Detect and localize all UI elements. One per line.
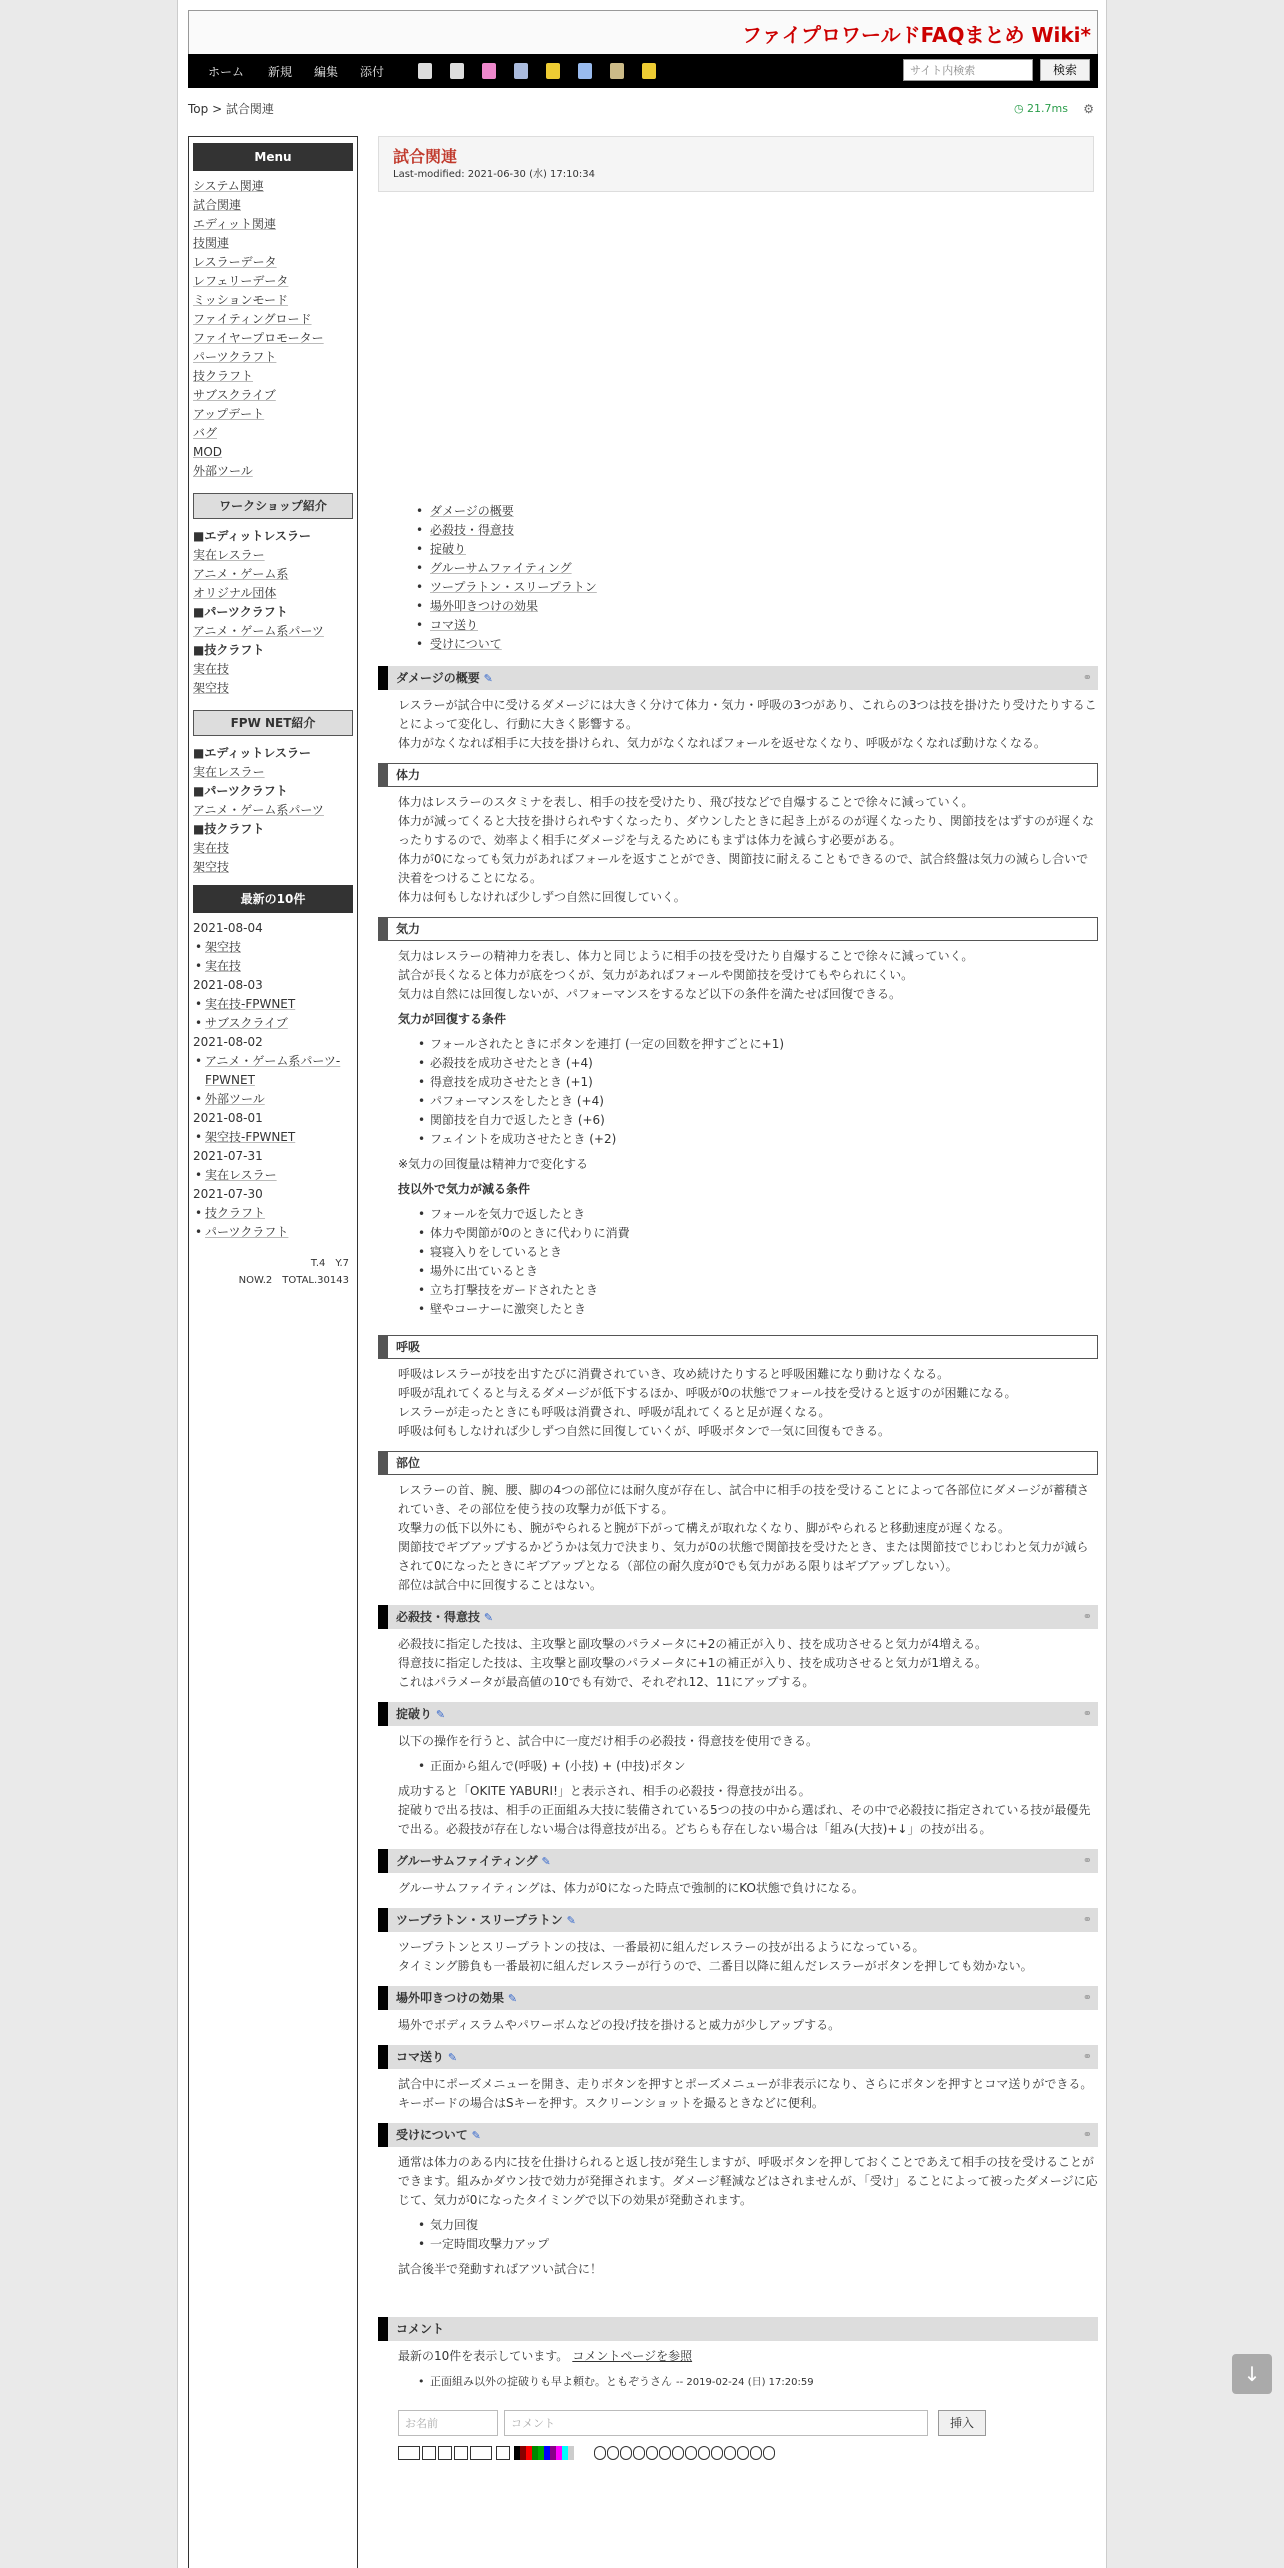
section-body [378,2010,1098,2039]
fpw-list [193,744,353,877]
last-modified: Last-modified: 2021-06-30 (水) 17:10:34 [393,169,595,180]
sidebar-menu-item[interactable]: バグ [193,426,218,440]
paragraph: グルーサムファイティングは、体力が0になった時点で強制的にKO状態で負けになる。 [398,1881,864,1895]
comment-text: 正面組み以外の掟破りも早よ頼む。ともぞうさん [430,2375,672,2388]
table-of-contents [428,502,1098,654]
topline [188,100,1098,120]
search-input[interactable]: サイト内検索 [903,59,1033,81]
toc-link[interactable]: コマ送り [430,618,479,632]
paragraph: レスラーが試合中に受けるダメージには大きく分けて体力・気力・呼吸の3つがあり、これらの3つは技を掛けたり受けたりすることによって変化し、行動に大きく影響する。 [398,698,1097,731]
sidebar-menu-item[interactable]: エディット関連 [193,217,277,231]
emoji-icon[interactable] [672,2446,684,2460]
page-title[interactable]: 試合関連 [393,147,458,166]
recent-item[interactable]: • パーツクラフト [193,1223,353,1242]
anchor-link-icon[interactable]: ⚭ [1082,671,1092,684]
toc-item [428,502,1098,521]
paragraph: 気力は自然には回復しないが、パフォーマンスをするなど以下の条件を満たせば回復できる。 [398,987,902,1001]
toc-item [428,521,1098,540]
italic-icon[interactable] [438,2446,452,2460]
sidebar-link[interactable]: アニメ・ゲーム系パーツ [193,624,324,638]
bold-icon[interactable] [422,2446,436,2460]
list-item: • 必殺技を成功させたとき (+4) [430,1054,1098,1073]
emoji-icon[interactable] [607,2446,619,2460]
comment-intro [398,2347,1098,2366]
sidebar-menu-item[interactable]: レスラーデータ [193,255,277,269]
section-body [378,2147,1098,2283]
toc-link[interactable]: 掟破り [430,542,467,556]
sidebar-category: ■技クラフト [193,643,265,657]
sidebar-category: ■パーツクラフト [193,784,288,798]
list-item: • 一定時間攻撃力アップ [430,2235,1098,2254]
section-title: 気力 [396,922,421,936]
bullet-list [430,1205,1098,1319]
paragraph: 試合後半で発動すればアツい試合に！ [398,2262,603,2276]
list-item: • フェイントを成功させたとき (+2) [430,1130,1098,1149]
sidebar-link[interactable]: 架空技 [193,860,230,874]
nav-attach[interactable]: 添付 [360,65,385,79]
name-input[interactable]: お名前 [398,2410,498,2436]
toc-item [428,540,1098,559]
paragraph: 通常は体力のある内に技を仕掛けられると返し技が発生しますが、呼吸ボタンを押しておくことであえて相手の技を受けることができます。組みかダウン技で効力が発揮されます。ダメージ軽減などはされませんが、「受け」ることによって被ったダメージに応じて、気力が0になったタイミングで以下の効果が発動されます。 [398,2155,1098,2207]
sidebar [188,136,358,2568]
paragraph: 体力が0になっても気力があればフォールを返すことができ、関節技に耐えることもできるので、試合終盤は気力の減らし合いで決着をつけることになる。 [398,852,1089,885]
sidebar-menu-item[interactable]: レフェリーデータ [193,274,289,288]
sidebar-link[interactable]: 実在レスラー [193,765,265,779]
recent-date: 2021-08-03 [193,978,263,992]
paragraph: 場外でボディスラムやパワーボムなどの投げ技を掛けると威力が少しアップする。 [398,2018,841,2032]
more-icon[interactable] [778,2446,788,2460]
sidebar-link[interactable]: アニメ・ゲーム系 [193,567,289,581]
edit-pencil-icon[interactable]: ✎ [432,1708,446,1721]
paragraph: 試合が長くなると体力が底をつくが、気力があればフォールや関節技を受けてもやられにくい。 [398,968,914,982]
list-item: • パフォーマンスをしたとき (+4) [430,1092,1098,1111]
emoji-icon[interactable] [711,2446,723,2460]
spacer [378,2283,1098,2311]
toc-item [428,559,1098,578]
comment-submit-button[interactable]: 挿入 [938,2410,986,2436]
sidebar-category: ■エディットレスラー [193,746,312,760]
paragraph: 体力は何もしなければ少しずつ自然に回復していく。 [398,890,686,904]
section-title: 受けについて [396,2128,468,2142]
recent-date: 2021-07-31 [193,1149,263,1163]
toc-item [428,578,1098,597]
paragraph: これはパラメータが最高値の10でも有効で、それぞれ12、11にアップする。 [398,1675,815,1689]
comment-list [430,2372,1098,2392]
sidebar-menu-item[interactable]: ミッションモード [193,293,289,307]
toc-item [428,635,1098,654]
recent-item[interactable]: • 実在レスラー [193,1166,353,1185]
workshop-list [193,527,353,698]
section-heading [378,1986,1098,2010]
section-heading [378,1849,1098,1873]
clock-icon: ◷ [1013,102,1028,115]
emoji-icon[interactable] [724,2446,736,2460]
list-item: • 壁やコーナーに激突したとき [430,1300,1098,1319]
section-title: 必殺技・得意技 [396,1610,481,1624]
recent-item[interactable]: • 実在技 [193,957,353,976]
nav-new[interactable]: 新規 [268,65,293,79]
sidebar-menu-item[interactable]: 外部ツール [193,464,253,478]
recent-title: 最新の10件 [193,885,353,913]
comment-intro-text: 最新の10件を表示しています。 [398,2349,569,2363]
nav-edit[interactable]: 編集 [314,65,339,79]
paragraph: ツープラトンとスリープラトンの技は、一番最初に組んだレスラーの技が出るようになっている。 [398,1940,925,1954]
paragraph: 呼吸はレスラーが技を出すたびに消費されていき、攻め続けたりすると呼吸困難になり動けなくなる。 [398,1367,950,1381]
section-title: 呼吸 [396,1340,421,1354]
emoji-icon[interactable] [737,2446,749,2460]
comment-body [378,2341,1098,2402]
section-heading [378,1702,1098,1726]
search-button[interactable]: 検索 [1040,59,1090,81]
recent-item[interactable]: • サブスクライブ [193,1014,353,1033]
emoji-icon[interactable] [646,2446,658,2460]
sidebar-link[interactable]: 実在技 [193,841,230,855]
section-heading [378,2045,1098,2069]
sidebar-menu-item[interactable]: サブスクライブ [193,388,276,402]
section-title: 掟破り [396,1707,433,1721]
emoji-icon[interactable] [594,2446,606,2460]
nav-home[interactable]: ホーム [208,65,245,79]
list-item: • 気力回復 [430,2216,1098,2235]
note: ※気力の回復量は精神力で変化する [398,1157,589,1171]
condition-heading: 気力が回復する条件 [398,1012,507,1026]
sidebar-menu-item[interactable]: 技関連 [193,236,230,250]
recent-date: 2021-07-30 [193,1187,263,1201]
condition-heading: 技以外で気力が減る条件 [398,1182,531,1196]
underline-icon[interactable] [454,2446,468,2460]
section-heading [378,917,1098,941]
anchor-link-icon[interactable]: ⚭ [1082,1854,1092,1867]
edit-pencil-icon[interactable]: ✎ [562,1914,576,1927]
recent-item[interactable]: • 外部ツール [193,1090,353,1109]
recent-date: 2021-08-04 [193,921,263,935]
section-title: グルーサムファイティング [396,1854,538,1868]
tool-icon[interactable] [418,63,432,79]
emoji-icon[interactable] [750,2446,762,2460]
toc-link[interactable]: ツープラトン・スリープラトン [430,580,597,594]
recent-date: 2021-08-02 [193,1035,263,1049]
paragraph: 以下の操作を行うと、試合中に一度だけ相手の必殺技・得意技を使用できる。 [398,1734,819,1748]
menu-title: Menu [193,143,353,171]
section-body [378,787,1098,911]
size-icon[interactable] [470,2446,492,2460]
tool-icon[interactable] [578,63,592,79]
section-body [378,690,1098,757]
page-head [378,136,1094,192]
sidebar-menu-item[interactable]: アップデート [193,407,265,421]
bullet-list [430,1035,1098,1149]
paragraph: 得意技に指定した技は、主攻撃と副攻撃のパラメータに+1の補正が入り、技を成功させると気力が1増える。 [398,1656,987,1670]
emoji-icon[interactable] [685,2446,697,2460]
list-item: • 寝寝入りをしているとき [430,1243,1098,1262]
tool-icon[interactable] [546,63,560,79]
list-item: • 得意技を成功させたとき (+1) [430,1073,1098,1092]
workshop-title: ワークショップ紹介 [193,493,353,519]
site-title[interactable]: ファイプロワールドFAQまとめ Wiki* [742,23,1091,47]
section-title: ツープラトン・スリープラトン [396,1913,563,1927]
toc-item [428,597,1098,616]
recent-item[interactable]: • 架空技-FPWNET [193,1128,353,1147]
fpw-title: FPW NET紹介 [193,710,353,736]
comment-toolbar [398,2446,1098,2464]
anchor-link-icon[interactable]: ⚭ [1082,1913,1092,1926]
breadcrumb[interactable]: Top > 試合関連 [188,102,274,116]
bullet-list [430,1757,1098,1776]
sidebar-menu-item[interactable]: MOD [193,445,223,459]
section-title: コマ送り [396,2050,445,2064]
sidebar-category: ■技クラフト [193,822,265,836]
page [177,0,1107,2568]
paragraph: 呼吸は何もしなければ少しずつ自然に回復していくが、呼吸ボタンで一気に回復もできる。 [398,1424,891,1438]
recent-list [193,919,353,1242]
paragraph: 攻撃力の低下以外にも、腕がやられると腕が下がって構えが取れなくなり、脚がやられると移動速度が遅くなる。 [398,1521,1011,1535]
toc-link[interactable]: 場外叩きつけの効果 [430,599,539,613]
recent-item[interactable]: • 架空技 [193,938,353,957]
section-heading [378,666,1098,690]
section-heading [378,763,1098,787]
section-title: 場外叩きつけの効果 [396,1991,505,2005]
main-content [378,136,1098,2464]
edit-pencil-icon[interactable]: ✎ [467,2129,481,2142]
edit-pencil-icon[interactable]: ✎ [444,2051,458,2064]
list-item: • フォールされたときにボタンを連打 (一定の回数を押すごとに+1) [430,1035,1098,1054]
sidebar-menu-item[interactable]: 試合関連 [193,198,242,212]
anchor-link-icon[interactable]: ⚭ [1082,2050,1092,2063]
paragraph: レスラーの首、腕、腰、脚の4つの部位には耐久度が存在し、試合中に相手の技を受けることによって各部位にダメージが蓄積されていき、その部位を使う技の攻撃力が低下する。 [398,1483,1090,1516]
tool-icon[interactable] [642,63,656,79]
paragraph: 体力が減ってくると大技を掛けられやすくなったり、ダウンしたときに起き上がるのが遅くなったり、関節技をはずすのが遅くなったりするので、効率よく相手にダメージを与えるためにもまずは体力を減らす必要がある。 [398,814,1095,847]
tool-icon[interactable] [450,63,464,79]
comment-date: -- 2019-02-24 (日) 17:20:59 [676,2377,814,2388]
tool-icon[interactable] [482,63,496,79]
sidebar-category: ■パーツクラフト [193,605,288,619]
paragraph: 体力がなくなれば相手に大技を掛けられ、気力がなくなればフォールを返せなくなり、呼吸がなくなれば動けなくなる。 [398,736,1046,750]
color-swatch-icon[interactable] [568,2446,574,2460]
sidebar-link[interactable]: 実在技 [193,662,230,676]
section-title: コメント [396,2322,445,2336]
recent-date: 2021-08-01 [193,1111,263,1125]
section-body [378,1629,1098,1696]
comment-input[interactable]: コメント [504,2410,928,2436]
comment-page-link[interactable]: コメントページを参照 [572,2349,693,2363]
emoji-icon[interactable] [633,2446,645,2460]
emoji-icon[interactable] [698,2446,710,2460]
sidebar-menu-item[interactable]: ファイヤープロモーター [193,331,324,345]
section-heading [378,1605,1098,1629]
gear-icon[interactable]: ⚙ [1083,102,1094,116]
tool-icon[interactable] [610,63,624,79]
toc-item [428,616,1098,635]
paragraph: タイミング勝負も一番最初に組んだレスラーが行うので、二番目以降に組んだレスラーがボタンを押しても効かない。 [398,1959,1033,1973]
sidebar-link[interactable]: アニメ・ゲーム系パーツ [193,803,324,817]
section-body [378,2069,1098,2117]
color-icon[interactable] [496,2446,510,2460]
recent-item[interactable]: • 実在技-FPWNET [193,995,353,1014]
toc-link[interactable]: 必殺技・得意技 [430,523,515,537]
sidebar-category: ■エディットレスラー [193,529,312,543]
recent-item[interactable]: • 技クラフト [193,1204,353,1223]
paragraph: 関節技でギブアップするかどうかは気力で決まり、気力が0の状態で関節技を受けたとき、または関節技でじわじわと気力が減らされて0になったときにギブアップとなる（部位の耐久度が0でも気力がある限りはギブアップしない）。 [398,1540,1089,1573]
list-item: • フォールを気力で返したとき [430,1205,1098,1224]
edit-pencil-icon[interactable]: ✎ [537,1855,551,1868]
menu-list [193,177,353,481]
paragraph: 体力はレスラーのスタミナを表し、相手の技を受けたり、飛び技などで自爆することで徐々に減っていく。 [398,795,974,809]
paragraph: 成功すると「OKITE YABURI!」と表示され、相手の必殺技・得意技が出る。 [398,1784,811,1798]
recent-item[interactable]: • アニメ・ゲーム系パーツ-FPWNET [193,1052,353,1090]
emoji-icon[interactable] [659,2446,671,2460]
section-title: 部位 [396,1456,421,1470]
sidebar-menu-item[interactable]: ファイティングロード [193,312,312,326]
section-title: ダメージの概要 [396,671,480,685]
section-heading [378,1335,1098,1359]
timing-badge: ◷ 21.7ms [1013,102,1068,115]
paragraph: 掟破りで出る技は、相手の正面組み大技に装備されている5つの技の中から選ばれ、その中で必殺技に指定されている技が最優先で出る。必殺技が存在しない場合は得意技が出る。どちらも存在しない場合は「組み(大技)+↓」の技が出る。 [398,1803,1091,1836]
section-heading [378,1908,1098,1932]
section-body [378,941,1098,1329]
paragraph: 部位は試合中に回復することはない。 [398,1578,603,1592]
anchor-link-icon[interactable]: ⚭ [1082,2128,1092,2141]
section-body [378,1359,1098,1445]
edit-pencil-icon[interactable]: ✎ [504,1992,518,2005]
edit-pencil-icon[interactable]: ✎ [479,672,493,685]
section-body [378,1873,1098,1902]
scroll-to-top-button[interactable] [1232,2354,1272,2394]
sidebar-link[interactable]: 実在レスラー [193,548,265,562]
list-item: • 関節技を自力で返したとき (+6) [430,1111,1098,1130]
section-heading [378,1451,1098,1475]
section-body [378,1726,1098,1843]
section-title: 体力 [396,768,421,782]
paragraph: 試合中にポーズメニューを開き、走りボタンを押すとポーズメニューが非表示になり、さらにボタンを押すとコマ送りができる。キーボードの場合はSキーを押す。スクリーンショットを撮るときなどに便利。 [398,2077,1093,2110]
toc-link[interactable]: 受けについて [430,637,502,651]
sidebar-link[interactable]: オリジナル団体 [193,586,277,600]
sidebar-menu-item[interactable]: システム関連 [193,179,264,193]
list-item: • 場外に出ているとき [430,1262,1098,1281]
comment-form [398,2410,1098,2440]
toc-link[interactable]: グルーサムファイティング [430,561,572,575]
list-item: • 正面から組んで(呼吸) + (小技) + (中技)ボタン [430,1757,1098,1776]
list-item: • 体力や関節が0のときに代わりに消費 [430,1224,1098,1243]
sidebar-menu-item[interactable]: 技クラフト [193,369,254,383]
emoji-icon[interactable] [620,2446,632,2460]
comment-heading [378,2317,1098,2341]
anchor-link-icon[interactable]: ⚭ [1082,1991,1092,2004]
sections [378,666,1098,2464]
paragraph: 呼吸が乱れてくると与えるダメージが低下するほか、呼吸が0の状態でフォール技を受けると返すのが困難になる。 [398,1386,1017,1400]
counter-total: NOW.2 TOTAL.30143 [238,1275,349,1286]
sidebar-link[interactable]: 架空技 [193,681,230,695]
counter-today: T.4 Y.7 [310,1258,349,1269]
tool-icon[interactable] [514,63,528,79]
section-body [378,1932,1098,1980]
paragraph: レスラーが走ったときにも呼吸は消費され、呼吸が乱れてくると足が遅くなる。 [398,1405,831,1419]
emoji-icon[interactable] [763,2446,775,2460]
paragraph: 気力はレスラーの精神力を表し、体力と同じように相手の技を受けたり自爆することで徐々に減っていく。 [398,949,974,963]
sidebar-menu-item[interactable]: パーツクラフト [193,350,277,364]
section-body [378,1475,1098,1599]
arrow-down-icon: ↓ [1243,2362,1261,2386]
bullet-list [430,2216,1098,2254]
list-item: • 立ち打撃技をガードされたとき [430,1281,1098,1300]
toc-link[interactable]: ダメージの概要 [430,504,514,518]
section-heading [378,2123,1098,2147]
site-header [188,10,1098,54]
anchor-link-icon[interactable]: ⚭ [1082,1610,1092,1623]
anchor-link-icon[interactable]: ⚭ [1082,1707,1092,1720]
url-icon[interactable] [398,2446,420,2460]
comment-entry [430,2372,1098,2392]
paragraph: 必殺技に指定した技は、主攻撃と副攻撃のパラメータに+2の補正が入り、技を成功させると気力が4増える。 [398,1637,987,1651]
navbar [188,54,1098,88]
edit-pencil-icon[interactable]: ✎ [480,1611,494,1624]
